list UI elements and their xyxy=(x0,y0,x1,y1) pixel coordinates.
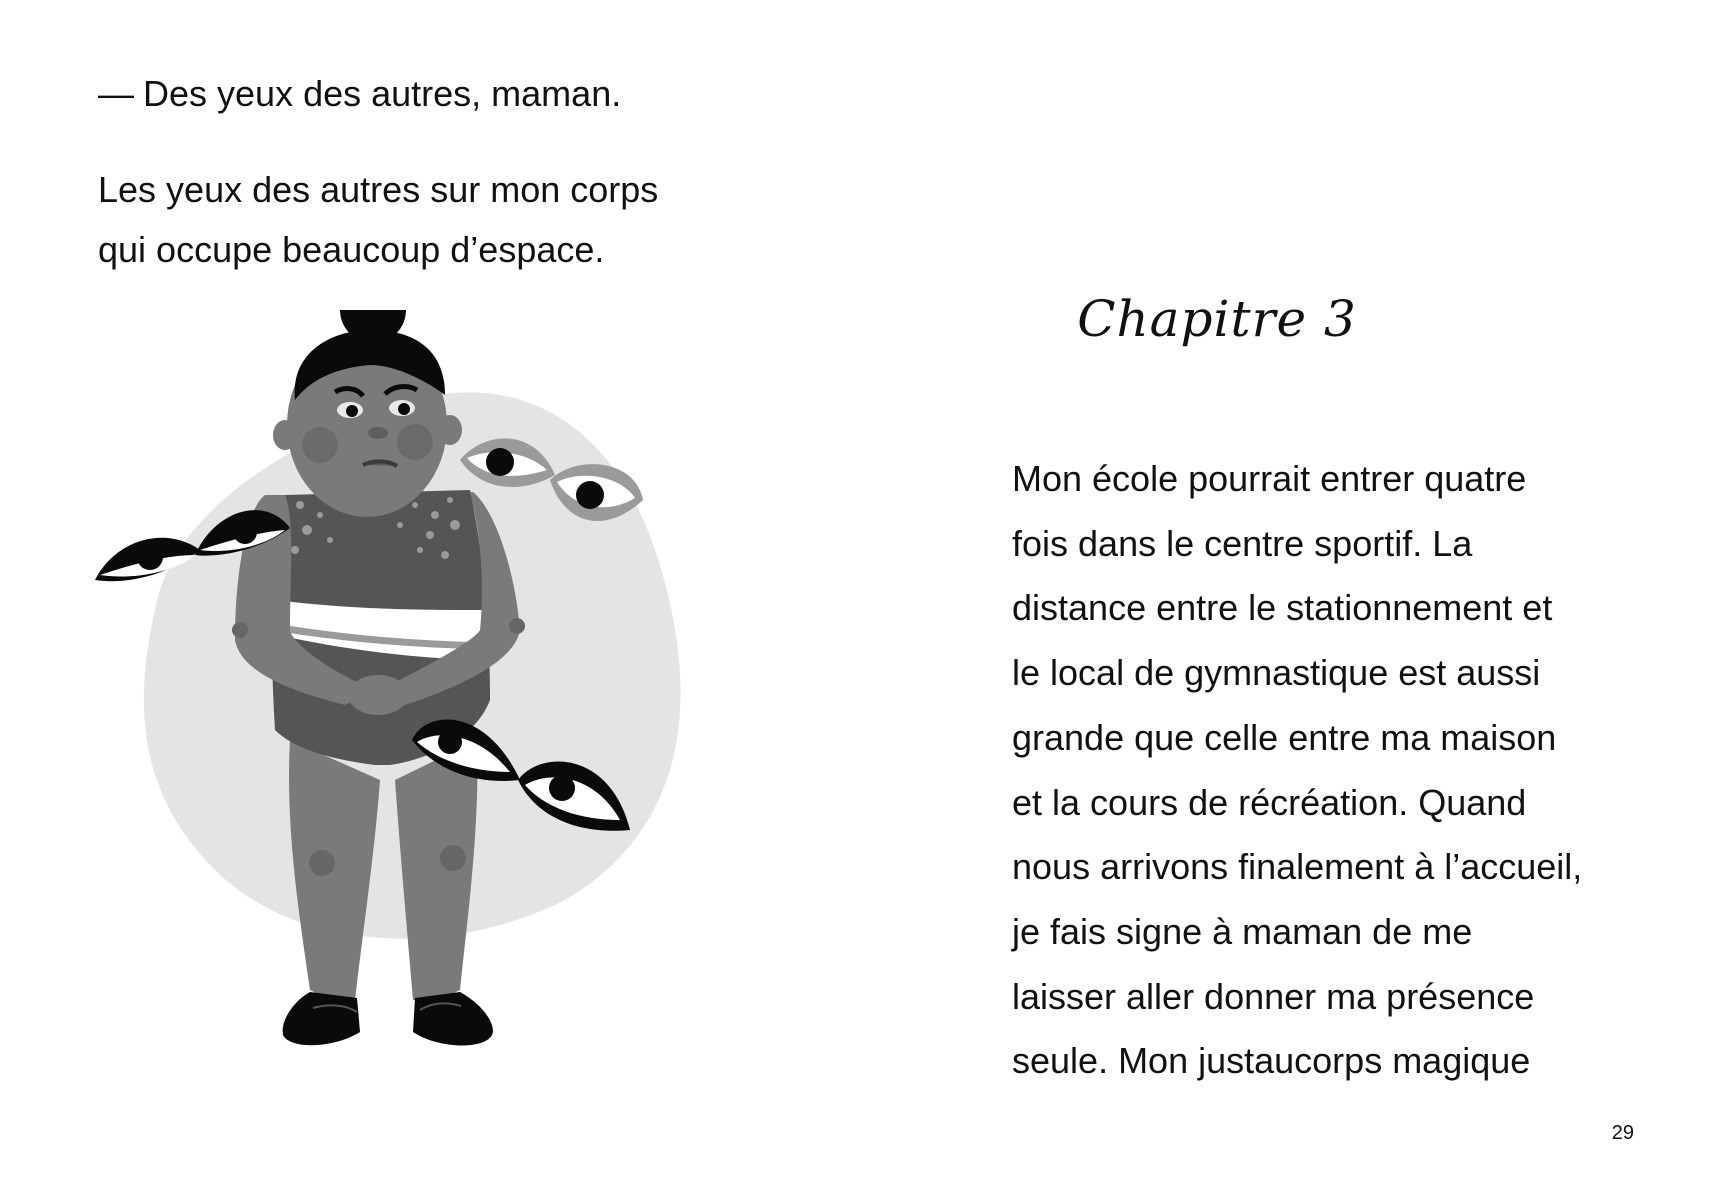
dialogue-line xyxy=(98,68,621,120)
ballet-shoes xyxy=(283,992,493,1046)
text-line: distance entre le stationnement et xyxy=(1012,587,1553,629)
dialogue-dash: — xyxy=(98,73,134,114)
right-page xyxy=(857,0,1714,1200)
text-line: grande que celle entre ma maison xyxy=(1012,716,1557,758)
page-number: 29 xyxy=(1611,1122,1634,1144)
girl-gymnast-illustration xyxy=(95,310,725,1160)
left-paragraph xyxy=(98,160,658,280)
text-line: Mon école pourrait entrer quatre xyxy=(1012,458,1527,499)
text-line: nous arrivons finalement à l’accueil, xyxy=(1012,846,1583,888)
body-paragraph xyxy=(1012,447,1582,1094)
text-line: qui occupe beaucoup d’espace. xyxy=(98,229,605,270)
text-line: le local de gymnastique est aussi xyxy=(1012,652,1541,694)
text-line: et la cours de récréation. Quand xyxy=(1012,781,1527,823)
dialogue-text: Des yeux des autres, maman. xyxy=(143,73,622,114)
text-line: fois dans le centre sportif. La xyxy=(1012,522,1473,564)
text-line: seule. Mon justaucorps magique xyxy=(1012,1040,1531,1082)
chapter-title: Chapitre 3 xyxy=(1077,290,1357,348)
text-line: Les yeux des autres sur mon corps xyxy=(98,169,659,210)
text-line: laisser aller donner ma présence xyxy=(1012,975,1535,1017)
text-line: je fais signe à maman de me xyxy=(1012,910,1473,952)
